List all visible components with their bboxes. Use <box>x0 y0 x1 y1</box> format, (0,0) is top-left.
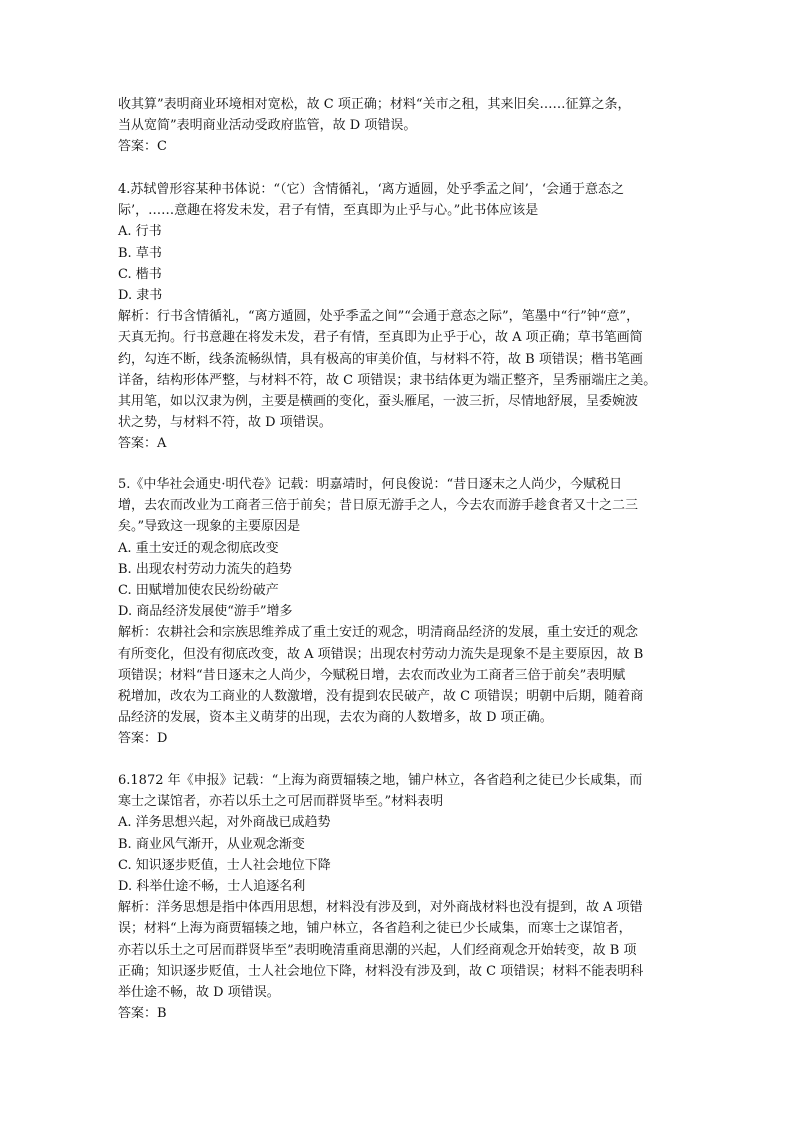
option-c: C. 知识逐步贬值，士人社会地位下降 <box>118 857 331 873</box>
analysis-line: 亦若以乐土之可居而群贤毕至”表明晚清重商思潮的兴起，人们经商观念开始转变，故 B 项 <box>118 942 637 958</box>
option-c: C. 楷书 <box>118 266 162 282</box>
analysis-line: 状之势，与材料不符，故 D 项错误。 <box>118 415 332 431</box>
question-4 <box>118 179 684 454</box>
analysis-line: 解析：行书含情循礼，“离方遁圆，处乎季孟之间”“会通于意态之际”，笔墨中“行”钟“意”， <box>118 309 640 325</box>
analysis-line: 解析：农耕社会和宗族思维养成了重土安迁的观念，明清商品经济的发展，重土安迁的观念 <box>118 625 639 641</box>
previous-question-tail <box>118 94 684 158</box>
question-5 <box>118 474 684 749</box>
analysis-line: 当从宽简”表明商业活动受政府监管，故 D 项错误。 <box>118 118 417 134</box>
option-b: B. 商业风气渐开，从业观念渐变 <box>118 836 305 852</box>
option-c: C. 田赋增加使农民纷纷破产 <box>118 582 279 598</box>
question-stem: 寒士之谋馆者，亦若以乐土之可居而群贤毕至。”材料表明 <box>118 794 444 810</box>
question-6 <box>118 770 684 1024</box>
question-stem: 矣。”导致这一现象的主要原因是 <box>118 519 301 535</box>
analysis-line: 其用笔，如以汉隶为例，主要是横画的变化，蚕头雁尾，一波三折，尽情地舒展，呈委婉波 <box>118 393 639 409</box>
option-a: A. 洋务思想兴起，对外商战已成趋势 <box>118 815 331 831</box>
analysis-line: 收其算”表明商业环境相对宽松，故 C 项正确；材料“关市之租，其来旧矣……征算之条， <box>118 97 631 112</box>
option-d: D. 商品经济发展使“游手”增多 <box>118 604 293 620</box>
option-a: A. 重土安迁的观念彻底改变 <box>118 540 279 556</box>
answer-line: 答案：C <box>118 139 167 155</box>
option-d: D. 科举仕途不畅，士人追逐名利 <box>118 878 306 894</box>
analysis-line: 天真无拘。行书意趣在将发未发，君子有情，至真即为止乎于心，故 A 项正确；草书笔画简 <box>118 330 643 346</box>
analysis-line: 举仕途不畅，故 D 项错误。 <box>118 984 280 1000</box>
analysis-line: 正确；知识逐步贬值，士人社会地位下降，材料没有涉及到，故 C 项错误；材料不能表明科 <box>118 963 644 979</box>
question-stem: 增，去农而改业为工商者三倍于前矣；昔日原无游手之人，今去农而游手趁食者又十之二三 <box>118 498 639 514</box>
analysis-line: 详备，结构形体严整，与材料不符，故 C 项错误；隶书结体更为端正整齐，呈秀丽端庄之美。 <box>118 372 657 388</box>
option-a: A. 行书 <box>118 224 162 240</box>
question-stem: 4.苏轼曾形容某种书体说：“（它）含情循礼，‘离方遁圆，处乎季孟之间’，‘会通于意态之 <box>118 182 624 197</box>
analysis-line: 约，勾连不断，线条流畅纵情，具有极高的审美价值，与材料不符，故 B 项错误；楷书笔画 <box>118 351 643 367</box>
analysis-line: 税增加，改农为工商业的人数激增，没有提到农民破产，故 C 项错误；明朝中后期，随着商 <box>118 688 644 704</box>
analysis-line: 品经济的发展，资本主义萌芽的出现，去农为商的人数增多，故 D 项正确。 <box>118 710 553 726</box>
answer-line: 答案：D <box>118 731 168 747</box>
answer-line: 答案：B <box>118 1006 167 1022</box>
question-stem: 6.1872 年《申报》记载：“上海为商贾辐辏之地，铺户林立，各省趋利之徒已少长咸集，而 <box>118 773 643 788</box>
answer-line: 答案：A <box>118 436 167 452</box>
option-d: D. 隶书 <box>118 287 163 303</box>
analysis-line: 解析：洋务思想是指中体西用思想，材料没有涉及到，对外商战材料也没有提到，故 A 项错 <box>118 900 643 916</box>
analysis-line: 有所变化，但没有彻底改变，故 A 项错误；出现农村劳动力流失是现象不是主要原因，故 B <box>118 646 644 662</box>
analysis-line: 项错误；材料“昔日逐末之人尚少，今赋税日增，去农而改业为工商者三倍于前矣”表明赋 <box>118 667 626 683</box>
analysis-line: 误；材料“上海为商贾辐辏之地，铺户林立，各省趋利之徒已少长咸集，而寒士之谋馆者， <box>118 921 632 937</box>
question-stem: 际’，……意趣在将发未发，君子有情，至真即为止乎与心。”此书体应该是 <box>118 203 539 219</box>
option-b: B. 草书 <box>118 245 162 261</box>
question-stem: 5.《中华社会通史·明代卷》记载：明嘉靖时，何良俊说：“昔日逐末之人尚少，今赋税日 <box>118 477 623 492</box>
option-b: B. 出现农村劳动力流失的趋势 <box>118 561 292 577</box>
